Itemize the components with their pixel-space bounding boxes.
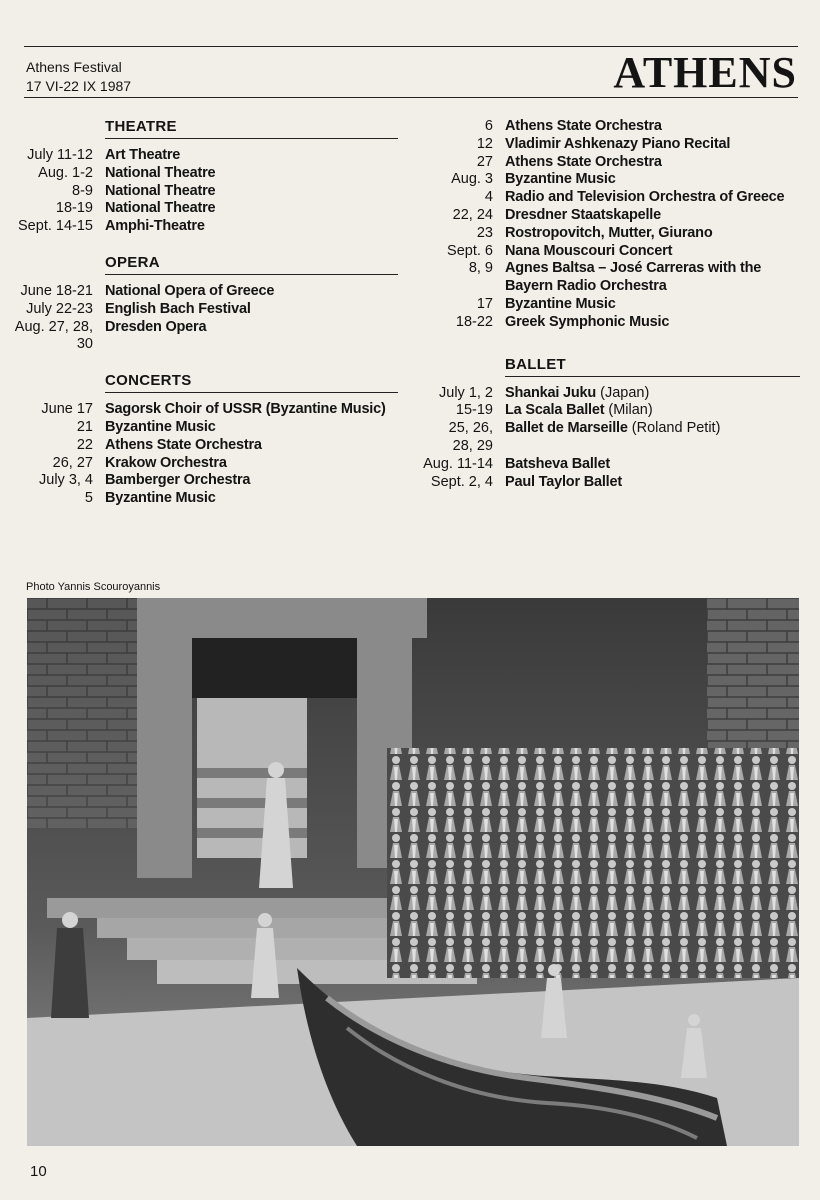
row-event: Bayern Radio Orchestra: [505, 278, 667, 295]
concerts-list: [0, 401, 400, 508]
schedule-row: [410, 385, 805, 403]
ballet-heading: BALLET: [505, 356, 800, 377]
concerts-continued-section: [410, 118, 805, 332]
schedule-row: [0, 301, 400, 319]
schedule-row: [0, 472, 400, 490]
theatre-section: [0, 118, 400, 236]
row-event: Amphi-Theatre: [105, 218, 205, 235]
row-event: National Opera of Greece: [105, 282, 275, 299]
festival-dates: 17 VI-22 IX 1987: [26, 78, 132, 94]
row-event: Nana Mouscouri Concert: [505, 242, 673, 259]
row-note: (Japan): [596, 384, 650, 401]
concerts-heading: CONCERTS: [105, 372, 398, 393]
row-event: Athens State Orchestra: [505, 153, 662, 170]
row-date: Sept. 2, 4: [430, 473, 493, 490]
row-event: Dresdner Staatskapelle: [505, 206, 661, 223]
theatre-heading: THEATRE: [105, 118, 398, 139]
row-event: Byzantine Music: [505, 171, 616, 188]
schedule-row: [0, 455, 400, 473]
row-event: Sagorsk Choir of USSR (Byzantine Music): [105, 401, 386, 418]
row-date: June 17: [41, 401, 93, 418]
row-date: 28, 29: [452, 437, 493, 454]
schedule-row: [410, 189, 805, 207]
row-date: 12: [476, 135, 493, 152]
ballet-section: [410, 356, 805, 492]
row-date: 6: [484, 118, 493, 134]
row-note: (Roland Petit): [627, 420, 721, 437]
schedule-row: [0, 283, 400, 301]
stage-photo-illustration: [27, 598, 799, 1146]
opera-list: [0, 283, 400, 354]
header-bottom-rule: [24, 97, 798, 98]
festival-name: Athens Festival: [26, 59, 122, 75]
opera-section: [0, 254, 400, 354]
row-date: July 3, 4: [39, 472, 93, 489]
row-date: 21: [76, 418, 93, 435]
row-event: Byzantine Music: [105, 490, 216, 507]
row-date: 17: [476, 295, 493, 312]
schedule-row: [0, 437, 400, 455]
row-event: Dresden Opera: [105, 318, 207, 335]
schedule-row: [0, 147, 400, 165]
schedule-row: [410, 118, 805, 136]
schedule-row: [0, 218, 400, 236]
row-date: Sept. 6: [447, 242, 493, 259]
schedule-row: [410, 154, 805, 172]
concerts-section: [0, 372, 400, 508]
schedule-row: [410, 420, 805, 438]
schedule-row: [410, 456, 805, 474]
row-date: July 11-12: [27, 147, 93, 163]
row-date: Aug. 11-14: [423, 455, 493, 472]
row-event: Vladimir Ashkenazy Piano Recital: [505, 135, 731, 152]
row-date: 8-9: [72, 182, 93, 199]
schedule-row: [0, 336, 400, 354]
right-column: [410, 118, 805, 509]
schedule-row: [0, 183, 400, 201]
schedule-row: [0, 319, 400, 337]
row-event: Radio and Television Orchestra of Greece: [505, 189, 785, 206]
schedule-row: [410, 260, 805, 278]
row-date: 23: [476, 224, 493, 241]
row-date: 27: [476, 153, 493, 170]
photo-credit: Photo Yannis Scouroyannis: [26, 581, 161, 593]
row-date: 26, 27: [52, 454, 93, 471]
schedule-row: [410, 474, 805, 492]
row-event: Byzantine Music: [505, 295, 616, 312]
row-event: Rostropovitch, Mutter, Giurano: [505, 224, 713, 241]
schedule-row: [410, 296, 805, 314]
schedule-row: [410, 314, 805, 332]
schedule-row: [410, 278, 805, 296]
header-top-rule: [24, 46, 798, 47]
schedule-row: [0, 165, 400, 183]
schedule-row: [410, 136, 805, 154]
row-date: 22: [76, 436, 93, 453]
row-date: 22, 24: [452, 206, 493, 223]
schedule-row: [410, 402, 805, 420]
row-date: Aug. 3: [451, 171, 493, 188]
row-date: 25, 26,: [448, 420, 493, 437]
row-event: Krakow Orchestra: [105, 454, 227, 471]
row-event: Bamberger Orchestra: [105, 472, 251, 489]
row-event: National Theatre: [105, 182, 216, 199]
schedule-row: [410, 171, 805, 189]
stage-photo: [27, 598, 799, 1146]
row-date: Sept. 14-15: [18, 218, 93, 235]
ballet-list: [410, 385, 805, 492]
page-number: 10: [30, 1163, 47, 1180]
row-event: National Theatre: [105, 164, 216, 181]
row-event: Art Theatre: [105, 147, 181, 163]
row-event: English Bach Festival: [105, 300, 251, 317]
row-date: 30: [76, 336, 93, 353]
schedule-row: [0, 419, 400, 437]
city-title: ATHENS: [613, 48, 797, 97]
row-event: Batsheva Ballet: [505, 455, 610, 472]
opera-heading: OPERA: [105, 254, 398, 275]
schedule-row: [410, 207, 805, 225]
row-event: Agnes Baltsa – José Carreras with the: [505, 260, 762, 277]
row-date: Aug. 1-2: [38, 164, 93, 181]
festival-info: [26, 58, 131, 96]
row-date: June 18-21: [20, 282, 93, 299]
schedule-row: [410, 438, 805, 456]
row-date: July 1, 2: [439, 384, 493, 401]
row-event: Greek Symphonic Music: [505, 313, 670, 330]
schedule-row: [0, 490, 400, 508]
left-column: [0, 118, 400, 526]
row-event: Shankai Juku: [505, 384, 597, 401]
row-event: La Scala Ballet: [505, 402, 605, 419]
row-date: Aug. 27, 28,: [14, 318, 93, 335]
row-event: Athens State Orchestra: [105, 436, 262, 453]
schedule-row: [410, 225, 805, 243]
concerts-continued-list: [410, 118, 805, 332]
row-event: National Theatre: [105, 200, 216, 217]
schedule-row: [0, 401, 400, 419]
row-date: 15-19: [455, 402, 493, 419]
row-date: 8, 9: [468, 260, 493, 277]
row-event: Byzantine Music: [105, 418, 216, 435]
schedule-row: [410, 243, 805, 261]
row-note: (Milan): [604, 402, 653, 419]
row-date: 5: [84, 490, 93, 507]
row-date: 18-22: [455, 313, 493, 330]
theatre-list: [0, 147, 400, 236]
row-date: 18-19: [55, 200, 93, 217]
row-date: 4: [484, 189, 493, 206]
row-date: July 22-23: [26, 300, 93, 317]
schedule-row: [0, 200, 400, 218]
row-event: Athens State Orchestra: [505, 118, 662, 134]
row-event: Paul Taylor Ballet: [505, 473, 623, 490]
row-event: Ballet de Marseille: [505, 420, 628, 437]
